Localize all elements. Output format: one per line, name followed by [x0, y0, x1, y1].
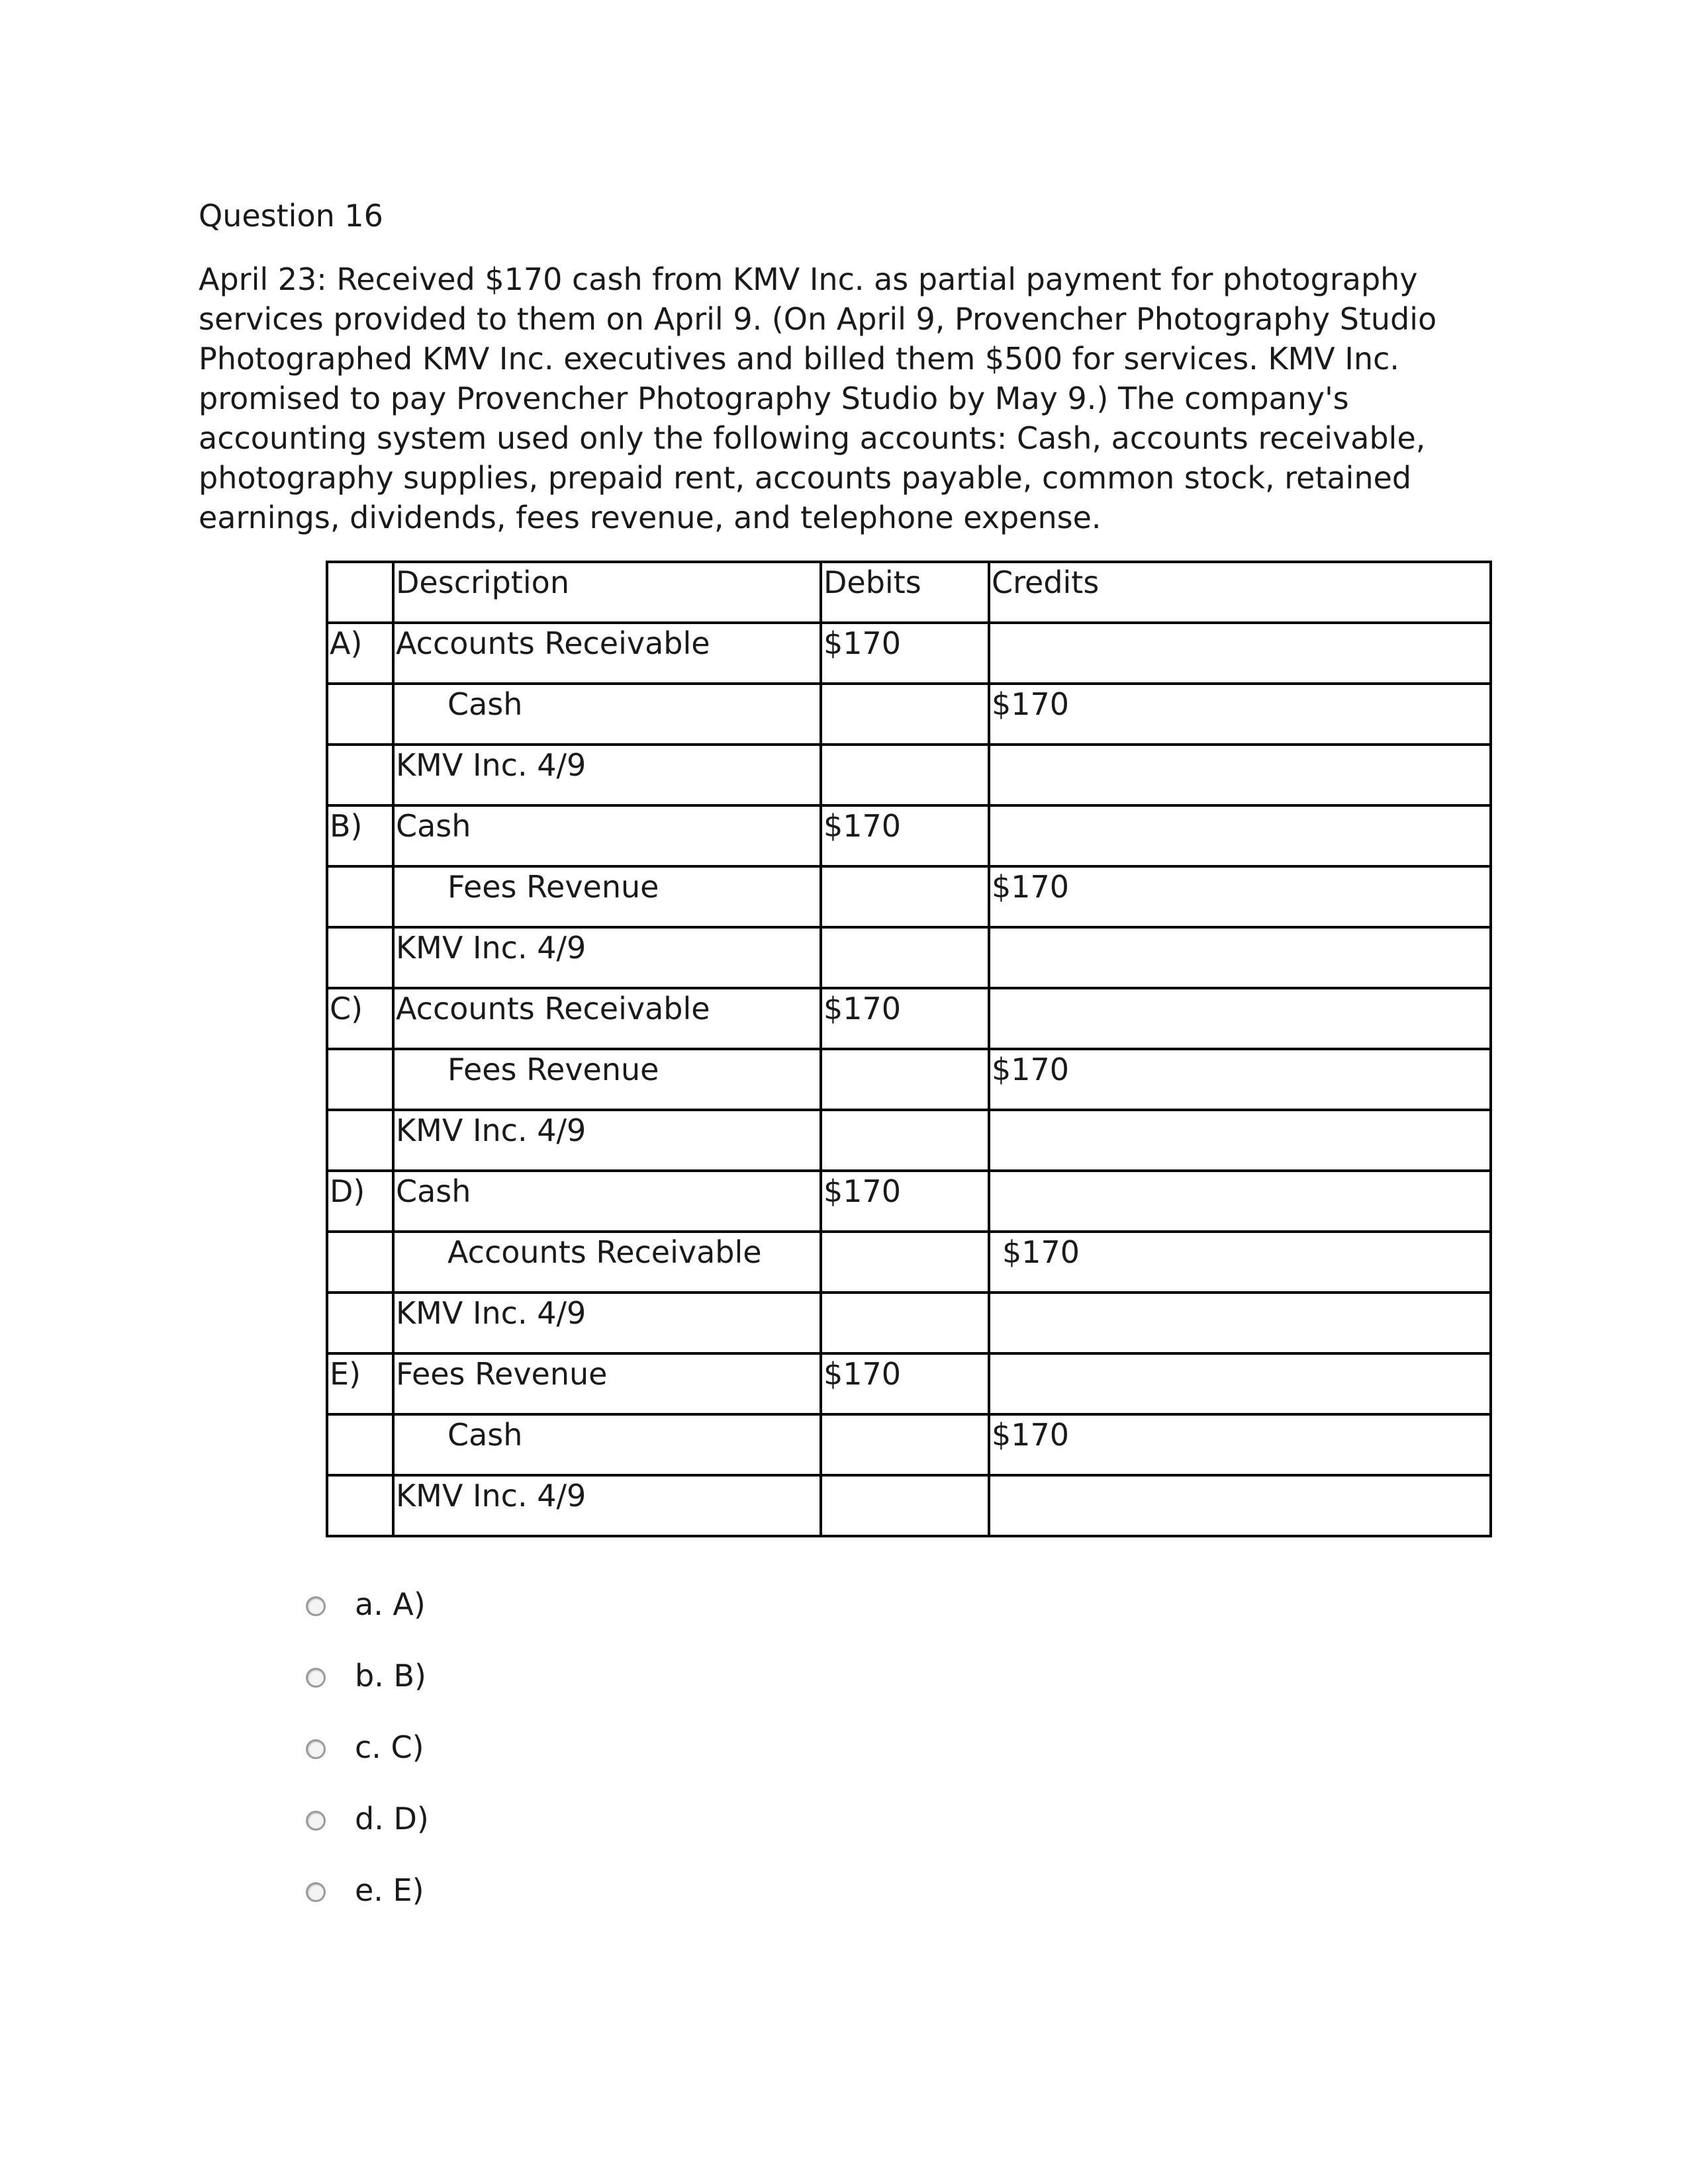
table-row	[327, 684, 1491, 745]
question-text-line: promised to pay Provencher Photography Studio by May 9.) The company's	[199, 381, 1349, 416]
table-row	[327, 1171, 1491, 1232]
credit-cell	[989, 623, 1491, 684]
question-text	[199, 259, 1489, 537]
question-title: Question 16	[199, 198, 383, 234]
credit-cell: $170	[989, 684, 1491, 745]
description-cell: Fees Revenue	[393, 1049, 821, 1110]
radio-button-icon[interactable]	[306, 1739, 326, 1759]
table-row	[327, 805, 1491, 866]
option-label[interactable]: e. E)	[355, 1872, 424, 1908]
debit-cell	[821, 1475, 989, 1536]
option-label-cell	[327, 684, 393, 745]
option-label-cell	[327, 1049, 393, 1110]
debit-cell	[821, 866, 989, 927]
table-row	[327, 745, 1491, 805]
description-cell: KMV Inc. 4/9	[393, 745, 821, 805]
header-credits: Credits	[989, 562, 1491, 623]
option-label-cell: D)	[327, 1171, 393, 1232]
question-text-line: photography supplies, prepaid rent, accounts payable, common stock, retained	[199, 460, 1412, 496]
debit-cell	[821, 927, 989, 988]
table-row	[327, 1232, 1491, 1293]
description-cell: KMV Inc. 4/9	[393, 927, 821, 988]
debit-cell	[821, 1414, 989, 1475]
debit-cell	[821, 684, 989, 745]
description-cell: KMV Inc. 4/9	[393, 1293, 821, 1353]
option-label-cell	[327, 1475, 393, 1536]
radio-button-icon[interactable]	[306, 1668, 326, 1688]
table-row	[327, 1049, 1491, 1110]
header-description: Description	[393, 562, 821, 623]
option-label-cell: C)	[327, 988, 393, 1049]
description-cell: Cash	[393, 1171, 821, 1232]
header-label-cell	[327, 562, 393, 623]
debit-cell: $170	[821, 623, 989, 684]
credit-cell	[989, 988, 1491, 1049]
option-label-cell	[327, 1110, 393, 1171]
table-row	[327, 1353, 1491, 1414]
radio-button-icon[interactable]	[306, 1811, 326, 1831]
debit-cell: $170	[821, 988, 989, 1049]
debit-cell	[821, 1232, 989, 1293]
debit-cell	[821, 745, 989, 805]
table-row	[327, 1475, 1491, 1536]
description-cell: Fees Revenue	[393, 866, 821, 927]
credit-cell	[989, 1110, 1491, 1171]
credit-cell	[989, 1171, 1491, 1232]
credit-cell: $170	[989, 1049, 1491, 1110]
question-text-line: accounting system used only the following accounts: Cash, accounts receivable,	[199, 420, 1426, 456]
table-row	[327, 623, 1491, 684]
radio-button-icon[interactable]	[306, 1882, 326, 1902]
description-cell: Accounts Receivable	[393, 1232, 821, 1293]
credit-cell	[989, 1293, 1491, 1353]
description-cell: Cash	[393, 684, 821, 745]
option-label-cell	[327, 1232, 393, 1293]
table-row	[327, 1414, 1491, 1475]
option-label-cell	[327, 745, 393, 805]
description-cell: KMV Inc. 4/9	[393, 1110, 821, 1171]
option-label-cell	[327, 1293, 393, 1353]
credit-cell: $170	[989, 1232, 1491, 1293]
debit-cell: $170	[821, 805, 989, 866]
option-label-cell	[327, 1414, 393, 1475]
option-label-cell	[327, 866, 393, 927]
option-label[interactable]: c. C)	[355, 1729, 424, 1765]
option-label[interactable]: a. A)	[355, 1586, 426, 1622]
question-text-line: Photographed KMV Inc. executives and billed them $500 for services. KMV Inc.	[199, 341, 1400, 377]
option-label-cell: A)	[327, 623, 393, 684]
option-label-cell: E)	[327, 1353, 393, 1414]
description-cell: Cash	[393, 805, 821, 866]
debit-cell	[821, 1110, 989, 1171]
description-cell: Fees Revenue	[393, 1353, 821, 1414]
debit-cell: $170	[821, 1353, 989, 1414]
description-cell: KMV Inc. 4/9	[393, 1475, 821, 1536]
question-text-line: services provided to them on April 9. (On April 9, Provencher Photography Studio	[199, 301, 1437, 337]
table-row	[327, 927, 1491, 988]
credit-cell: $170	[989, 1414, 1491, 1475]
header-debits: Debits	[821, 562, 989, 623]
table-row	[327, 866, 1491, 927]
question-text-line: April 23: Received $170 cash from KMV Inc. as partial payment for photography	[199, 261, 1418, 297]
option-label[interactable]: b. B)	[355, 1658, 426, 1694]
credit-cell	[989, 805, 1491, 866]
debit-cell	[821, 1293, 989, 1353]
description-cell: Cash	[393, 1414, 821, 1475]
debit-cell: $170	[821, 1171, 989, 1232]
credit-cell	[989, 745, 1491, 805]
credit-cell	[989, 1475, 1491, 1536]
question-text-line: earnings, dividends, fees revenue, and telephone expense.	[199, 500, 1102, 535]
table-row	[327, 988, 1491, 1049]
table-row	[327, 1293, 1491, 1353]
option-label[interactable]: d. D)	[355, 1801, 429, 1837]
journal-entry-table	[326, 561, 1492, 1537]
table-header-row	[327, 562, 1491, 623]
credit-cell: $170	[989, 866, 1491, 927]
option-label-cell: B)	[327, 805, 393, 866]
credit-cell	[989, 1353, 1491, 1414]
credit-cell	[989, 927, 1491, 988]
radio-button-icon[interactable]	[306, 1596, 326, 1616]
table-row	[327, 1110, 1491, 1171]
description-cell: Accounts Receivable	[393, 988, 821, 1049]
description-cell: Accounts Receivable	[393, 623, 821, 684]
option-label-cell	[327, 927, 393, 988]
debit-cell	[821, 1049, 989, 1110]
